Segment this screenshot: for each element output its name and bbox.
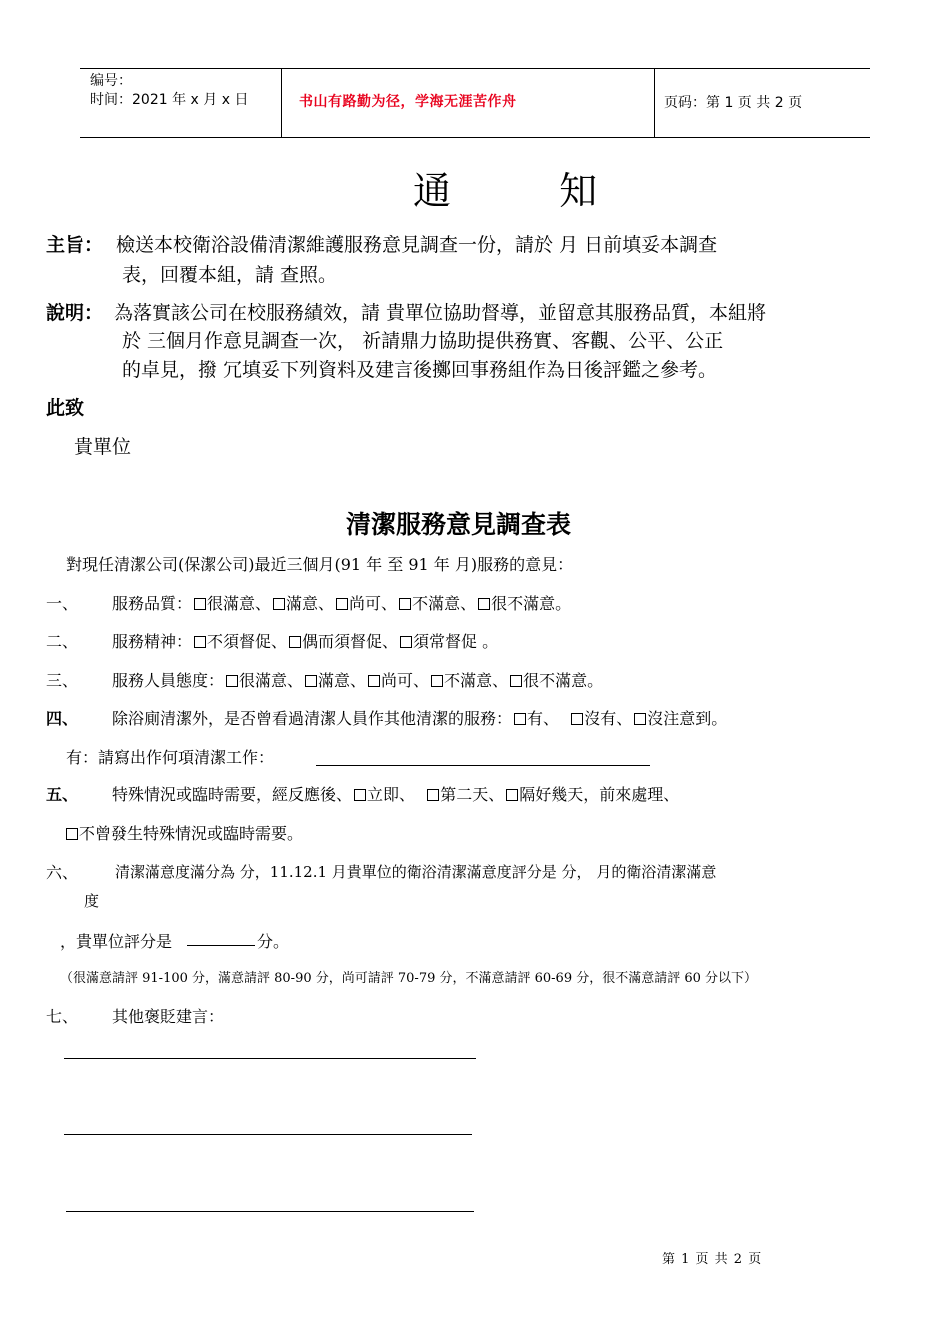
question-number: 七、	[46, 1007, 79, 1026]
option-label: 立即、	[367, 785, 416, 804]
q6-score-label: ，貴單位評分是	[60, 932, 173, 951]
question-5	[112, 782, 679, 805]
option-label: 沒有、	[584, 709, 633, 728]
subject-text: 檢送本校衛浴設備清潔維護服務意見調查一份，請於 月 日前填妥本調查	[116, 234, 718, 256]
question-3	[112, 668, 603, 691]
checkbox[interactable]	[510, 675, 522, 687]
document-header	[80, 68, 870, 138]
question-number: 三、	[46, 671, 79, 690]
q6-score-input[interactable]	[187, 945, 255, 946]
description-label: 說明：	[46, 302, 104, 324]
checkbox[interactable]	[427, 789, 439, 801]
checkbox[interactable]	[194, 636, 206, 648]
description-text-cont: 的卓見，撥 冗填妥下列資料及建言後擲回事務組作為日後評鑑之參考。	[122, 359, 718, 381]
question-2	[112, 629, 498, 652]
checkbox[interactable]	[289, 636, 301, 648]
recipient: 貴單位	[74, 436, 132, 458]
checkbox[interactable]	[399, 598, 411, 610]
document-date: 时间：2021 年 x 月 x 日	[90, 92, 249, 108]
question-label: 除浴廁清潔外，是否曾看過清潔人員作其他清潔的服務：	[112, 709, 513, 728]
checkbox[interactable]	[66, 828, 78, 840]
q6-scoring-note: （很滿意請評 91-100 分，滿意請評 80-90 分，尚可請評 70-79 分，不滿意請評 60-69 分，很不滿意請評 60 分以下）	[60, 971, 758, 986]
survey-title: 清潔服務意見調查表	[346, 510, 572, 539]
checkbox[interactable]	[478, 598, 490, 610]
question-number: 一、	[46, 594, 79, 613]
header-divider	[281, 69, 282, 137]
option-label: 須常督促 。	[413, 632, 499, 651]
q4-followup-label: 有：請寫出作何項清潔工作：	[66, 748, 275, 767]
option-label: 很不滿意。	[491, 594, 572, 613]
question-number: 二、	[46, 632, 79, 651]
question-label: 服務品質：	[112, 594, 193, 613]
option-label: 偶而須督促、	[302, 632, 399, 651]
option-label: 不滿意、	[444, 671, 509, 690]
option-label: 有、	[527, 709, 560, 728]
option-label: 不須督促、	[207, 632, 288, 651]
page-footer: 第 1 页 共 2 页	[662, 1252, 763, 1267]
checkbox[interactable]	[305, 675, 317, 687]
question-label: 服務精神：	[112, 632, 193, 651]
subject-label: 主旨：	[46, 234, 104, 256]
question-6-wrap: 度	[84, 892, 100, 910]
q5-extra-option	[64, 821, 303, 844]
option-label: 很滿意、	[239, 671, 304, 690]
question-number: 四、	[46, 709, 79, 728]
option-label: 很滿意、	[207, 594, 272, 613]
notice-title: 通 知	[413, 169, 646, 213]
checkbox[interactable]	[400, 636, 412, 648]
option-label: 隔好幾天，前來處理、	[519, 785, 680, 804]
document-number-label: 编号：	[90, 73, 132, 89]
closing: 此致	[46, 397, 85, 419]
checkbox[interactable]	[336, 598, 348, 610]
checkbox[interactable]	[226, 675, 238, 687]
suggestion-input-line[interactable]	[64, 1134, 472, 1135]
header-divider	[654, 69, 655, 137]
survey-intro: 對現任清潔公司(保潔公司)最近三個月(91 年 至 91 年 月)服務的意見：	[66, 555, 574, 574]
suggestion-input-line[interactable]	[66, 1211, 474, 1212]
suggestion-input-line[interactable]	[64, 1058, 476, 1059]
option-label: 不滿意、	[412, 594, 477, 613]
checkbox[interactable]	[431, 675, 443, 687]
checkbox[interactable]	[368, 675, 380, 687]
option-label: 不曾發生特殊情況或臨時需要。	[79, 824, 304, 843]
checkbox[interactable]	[194, 598, 206, 610]
question-1	[112, 591, 571, 614]
question-4	[112, 706, 727, 729]
option-label: 滿意、	[286, 594, 335, 613]
option-label: 尚可、	[381, 671, 430, 690]
q4-followup-input[interactable]	[316, 765, 650, 766]
question-number: 六、	[46, 863, 79, 882]
checkbox[interactable]	[354, 789, 366, 801]
question-label: 服務人員態度：	[112, 671, 225, 690]
option-label: 沒注意到。	[647, 709, 728, 728]
checkbox[interactable]	[634, 713, 646, 725]
question-7-label: 其他褒貶建言：	[112, 1007, 225, 1026]
description-text: 為落實該公司在校服務績效，請 貴單位協助督導，並留意其服務品質，本組將	[114, 302, 767, 324]
description-text-cont: 於 三個月作意見調查一次， 祈請鼎力協助提供務實、客觀、公平、公正	[122, 330, 724, 352]
option-label: 很不滿意。	[523, 671, 604, 690]
option-label: 尚可、	[349, 594, 398, 613]
subject-text-cont: 表，回覆本組，請 查照。	[122, 264, 338, 286]
checkbox[interactable]	[514, 713, 526, 725]
option-label: 滿意、	[318, 671, 367, 690]
header-motto: 书山有路勤为径，学海无涯苦作舟	[299, 94, 517, 110]
option-label: 第二天、	[440, 785, 505, 804]
question-6: 清潔滿意度滿分為 分，11.12.1 月貴單位的衛浴清潔滿意度評分是 分， 月的衛浴清潔滿意	[115, 863, 717, 881]
q6-score-unit: 分。	[257, 932, 290, 951]
checkbox[interactable]	[273, 598, 285, 610]
checkbox[interactable]	[506, 789, 518, 801]
question-label: 特殊情況或臨時需要，經反應後、	[112, 785, 353, 804]
page-info: 页码：第 1 页 共 2 页	[664, 95, 803, 111]
question-number: 五、	[46, 785, 79, 804]
checkbox[interactable]	[571, 713, 583, 725]
